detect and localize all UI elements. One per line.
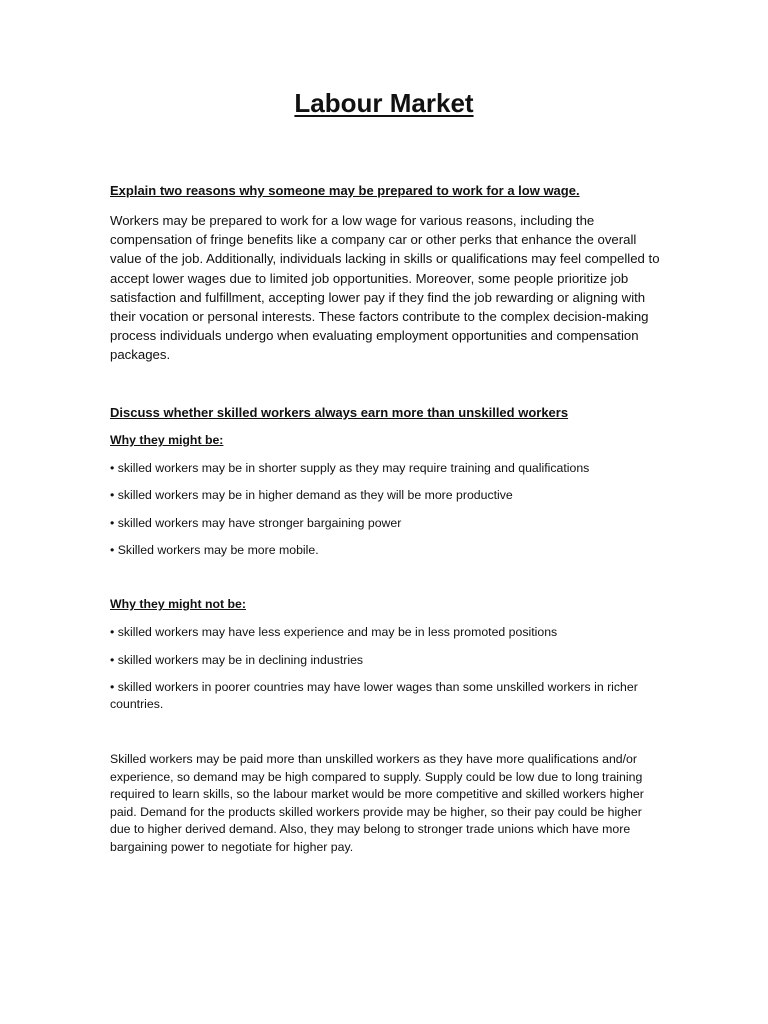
might-not-be-point: • skilled workers may have less experience and may be in less promoted positions <box>110 625 558 639</box>
might-be-point: • skilled workers may have stronger bargaining power <box>110 516 402 530</box>
question-2-heading: Discuss whether skilled workers always earn more than unskilled workers <box>110 405 569 420</box>
might-be-heading: Why they might be: <box>110 433 224 447</box>
page-title: Labour Market <box>294 88 474 118</box>
conclusion-paragraph: Skilled workers may be paid more than unskilled workers as they have more qualifications and/or experience, so demand may be high compared to supply. Supply could be low due to long training required to learn skills, so the labour market would be more competitive and skilled workers higher paid. Demand for the products skilled workers provide may be higher, so their pay could be higher due to higher derived demand. Also, they may belong to stronger trade unions which have more bargaining power to negotiate for higher pay. <box>110 752 644 854</box>
question-1-answer: Workers may be prepared to work for a low wage for various reasons, including the compensation of fringe benefits like a company car or other perks that enhance the overall value of the job. Additionally, individuals lacking in skills or qualifications may feel compelled to accept lower wages due to limited job opportunities. Moreover, some people prioritize job satisfaction and fulfillment, accepting lower pay if they find the job rewarding or aligning with their vocation or personal interests. These factors contribute to the complex decision-making process individuals undergo when evaluating employment opportunities and compensation packages. <box>110 213 660 363</box>
might-not-be-heading: Why they might not be: <box>110 597 246 611</box>
might-be-point: • skilled workers may be in shorter supply as they may require training and qualifications <box>110 461 590 475</box>
question-1-heading: Explain two reasons why someone may be prepared to work for a low wage. <box>110 183 580 198</box>
might-not-be-point: • skilled workers in poorer countries may have lower wages than some unskilled workers in richer countries. <box>110 680 638 711</box>
might-be-point: • Skilled workers may be more mobile. <box>110 543 319 557</box>
might-be-point: • skilled workers may be in higher demand as they will be more productive <box>110 488 513 502</box>
might-not-be-point: • skilled workers may be in declining industries <box>110 653 364 667</box>
